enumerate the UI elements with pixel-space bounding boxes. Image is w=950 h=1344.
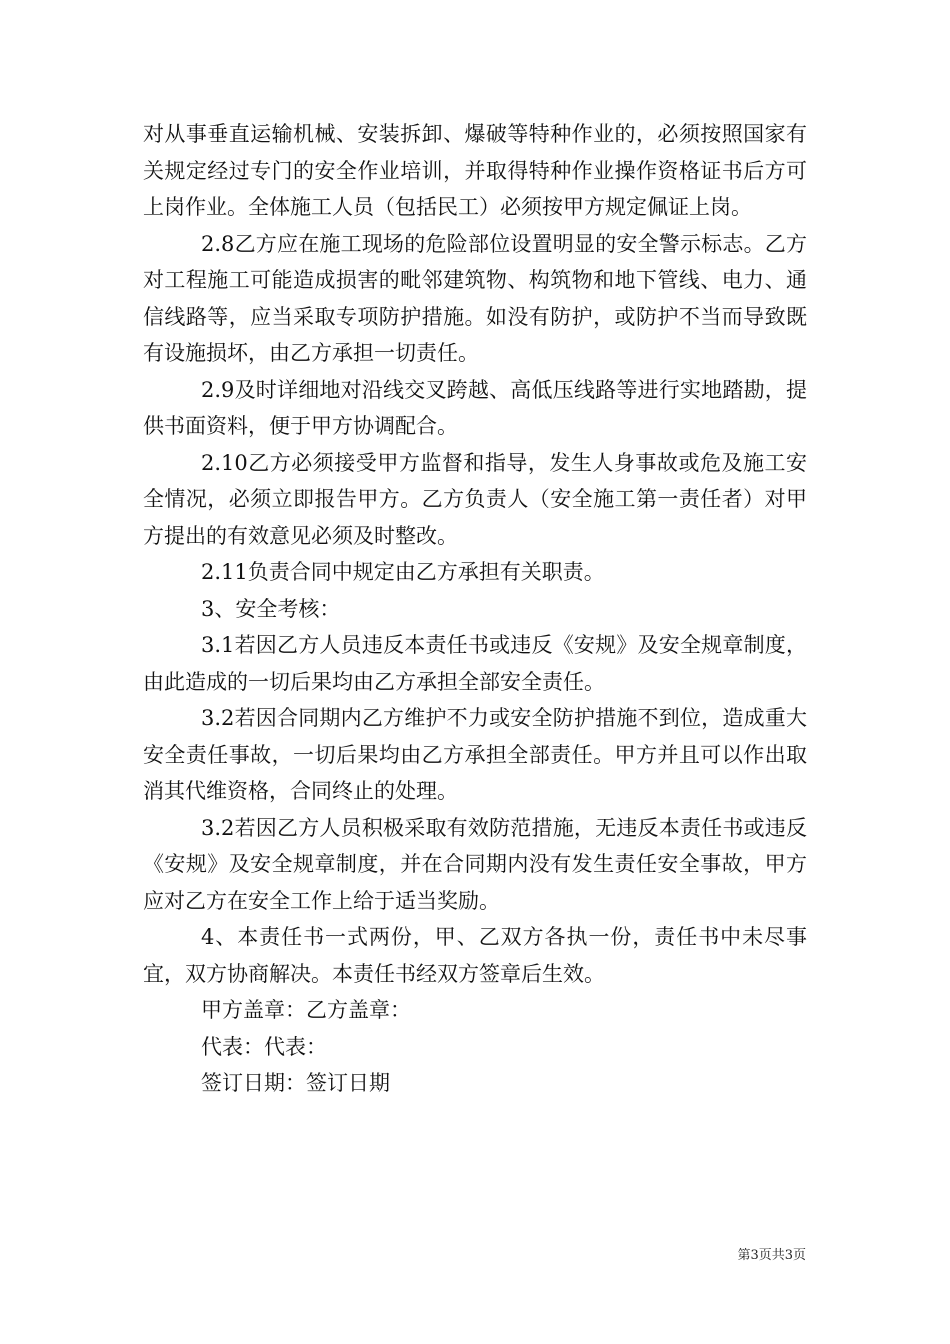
document-body	[143, 116, 807, 1102]
paragraph-3-2-a: 3.2若因合同期内乙方维护不力或安全防护措施不到位，造成重大安全责任事故，一切后果均由乙方承担全部责任。甲方并且可以作出取消其代维资格，合同终止的处理。	[143, 706, 807, 803]
signature-date-line: 签订日期：签订日期	[201, 1071, 390, 1095]
paragraph-special-operations: 对从事垂直运输机械、安装拆卸、爆破等特种作业的，必须按照国家有关规定经过专门的安全作业培训，并取得特种作业操作资格证书后方可上岗作业。全体施工人员（包括民工）必须按甲方规定佩证上岗。	[143, 122, 807, 219]
signature-seal-line: 甲方盖章：乙方盖章：	[201, 998, 411, 1022]
page-number: 第3页共3页	[737, 1248, 806, 1263]
paragraph-2-9: 2.9及时详细地对沿线交叉跨越、高低压线路等进行实地踏勘，提供书面资料，便于甲方协调配合。	[143, 377, 807, 438]
section-heading-safety-assessment: 3、安全考核：	[201, 596, 341, 621]
paragraph-3-1: 3.1若因乙方人员违反本责任书或违反《安规》及安全规章制度，由此造成的一切后果均由乙方承担全部安全责任。	[143, 633, 807, 694]
paragraph-3-2-b: 3.2若因乙方人员积极采取有效防范措施，无违反本责任书或违反《安规》及安全规章制度，并在合同期内没有发生责任安全事故，甲方应对乙方在安全工作上给于适当奖励。	[143, 815, 807, 913]
paragraph-2-11: 2.11负责合同中规定由乙方承担有关职责。	[201, 560, 605, 584]
paragraph-2-8: 2.8乙方应在施工现场的危险部位设置明显的安全警示标志。乙方对工程施工可能造成损害的毗邻建筑物、构筑物和地下管线、电力、通信线路等，应当采取专项防护措施。如没有防护，或防护不当而导致既有设施损坏，由乙方承担一切责任。	[143, 231, 807, 365]
paragraph-2-10: 2.10乙方必须接受甲方监督和指导，发生人身事故或危及施工安全情况，必须立即报告甲方。乙方负责人（安全施工第一责任者）对甲方提出的有效意见必须及时整改。	[143, 450, 807, 548]
signature-representative-line: 代表：代表：	[201, 1034, 327, 1059]
paragraph-4: 4、本责任书一式两份，甲、乙双方各执一份，责任书中未尽事宜，双方协商解决。本责任书经双方签章后生效。	[143, 925, 807, 986]
